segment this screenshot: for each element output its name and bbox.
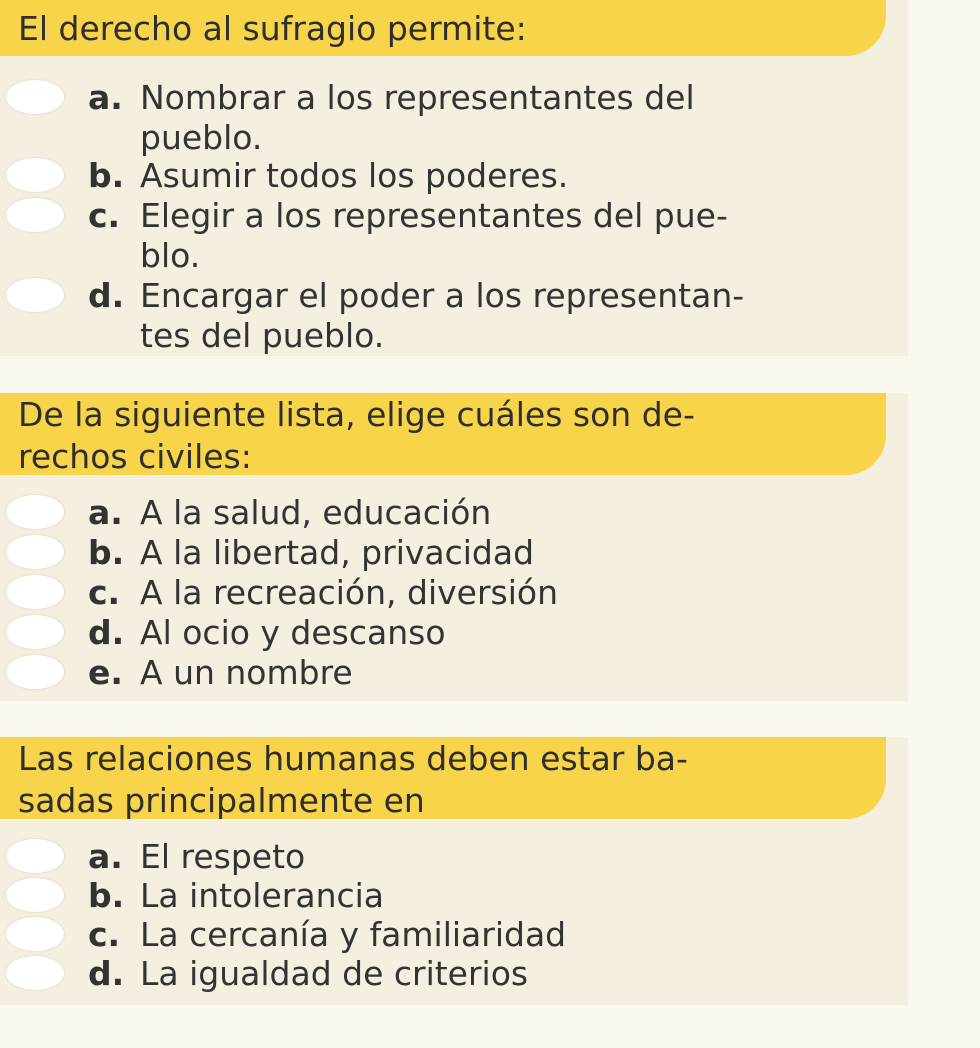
q3-option-c-radio[interactable]	[6, 917, 64, 951]
q2-option-b-text-line-1: A la libertad, privacidad	[140, 533, 535, 572]
q1-option-b[interactable]	[0, 156, 900, 196]
q3-option-d[interactable]	[0, 954, 900, 994]
q1-option-b-letter: b.	[88, 156, 125, 195]
q2-option-c-radio[interactable]	[6, 575, 64, 609]
q1-option-a-text-line-2: pueblo.	[140, 118, 263, 157]
question-2-prompt	[0, 393, 886, 475]
q1-option-a-continuation	[0, 118, 900, 158]
q3-option-d-letter: d.	[88, 954, 125, 993]
q3-option-a-radio[interactable]	[6, 839, 64, 873]
q2-option-d[interactable]	[0, 613, 900, 653]
q3-option-c[interactable]	[0, 915, 900, 955]
q1-option-d-text-line-1: Encargar el poder a los representan-	[140, 276, 745, 315]
q2-option-c-letter: c.	[88, 573, 121, 612]
q2-option-b-radio[interactable]	[6, 535, 64, 569]
q1-option-c-letter: c.	[88, 196, 121, 235]
q1-option-b-text-line-1: Asumir todos los poderes.	[140, 156, 569, 195]
question-3-prompt-line-2: sadas principalmente en	[18, 781, 425, 820]
q1-option-d-radio[interactable]	[6, 278, 64, 312]
q2-option-c[interactable]	[0, 573, 900, 613]
question-2-prompt-line-1: De la siguiente lista, elige cuáles son de-	[18, 395, 695, 434]
q2-option-e[interactable]	[0, 653, 900, 693]
q2-option-d-radio[interactable]	[6, 615, 64, 649]
q2-option-a-text-line-1: A la salud, educación	[140, 493, 492, 532]
q2-option-d-letter: d.	[88, 613, 125, 652]
question-1-prompt-line-1: El derecho al sufragio permite:	[18, 9, 527, 48]
question-2-prompt-line-2: rechos civiles:	[18, 437, 252, 476]
q1-option-a[interactable]	[0, 78, 900, 118]
q2-option-a-letter: a.	[88, 493, 123, 532]
question-3-prompt-line-1: Las relaciones humanas deben estar ba-	[18, 739, 688, 778]
q2-option-e-radio[interactable]	[6, 655, 64, 689]
q2-option-d-text-line-1: Al ocio y descanso	[140, 613, 446, 652]
q3-option-a-letter: a.	[88, 837, 123, 876]
q1-option-c-radio[interactable]	[6, 198, 64, 232]
q3-option-c-letter: c.	[88, 915, 121, 954]
q3-option-b-radio[interactable]	[6, 878, 64, 912]
question-1-prompt	[0, 0, 886, 56]
q1-option-a-radio[interactable]	[6, 80, 64, 114]
q3-option-c-text-line-1: La cercanía y familiaridad	[140, 915, 567, 954]
q3-option-b[interactable]	[0, 876, 900, 916]
q1-option-d-letter: d.	[88, 276, 125, 315]
q3-option-b-text-line-1: La intolerancia	[140, 876, 385, 915]
q1-option-a-text-line-1: Nombrar a los representantes del	[140, 78, 695, 117]
question-block-1	[0, 0, 908, 356]
q3-option-d-text-line-1: La igualdad de criterios	[140, 954, 529, 993]
q2-option-b[interactable]	[0, 533, 900, 573]
q1-option-c-continuation	[0, 236, 900, 276]
question-block-2	[0, 393, 908, 701]
q1-option-d-text-line-2: tes del pueblo.	[140, 316, 385, 355]
q3-option-d-radio[interactable]	[6, 956, 64, 990]
q2-option-a-radio[interactable]	[6, 495, 64, 529]
q2-option-c-text-line-1: A la recreación, diversión	[140, 573, 558, 612]
q2-option-e-letter: e.	[88, 653, 123, 692]
question-3-prompt	[0, 737, 886, 819]
q1-option-a-letter: a.	[88, 78, 123, 117]
q1-option-b-radio[interactable]	[6, 158, 64, 192]
q1-option-c-text-line-2: blo.	[140, 236, 201, 275]
q1-option-d-continuation	[0, 316, 900, 356]
q3-option-a[interactable]	[0, 837, 900, 877]
q1-option-c[interactable]	[0, 196, 900, 236]
q3-option-b-letter: b.	[88, 876, 125, 915]
q1-option-d[interactable]	[0, 276, 900, 316]
question-block-3	[0, 737, 908, 1005]
q1-option-c-text-line-1: Elegir a los representantes del pue-	[140, 196, 728, 235]
q3-option-a-text-line-1: El respeto	[140, 837, 306, 876]
q2-option-a[interactable]	[0, 493, 900, 533]
q2-option-e-text-line-1: A un nombre	[140, 653, 353, 692]
q2-option-b-letter: b.	[88, 533, 125, 572]
